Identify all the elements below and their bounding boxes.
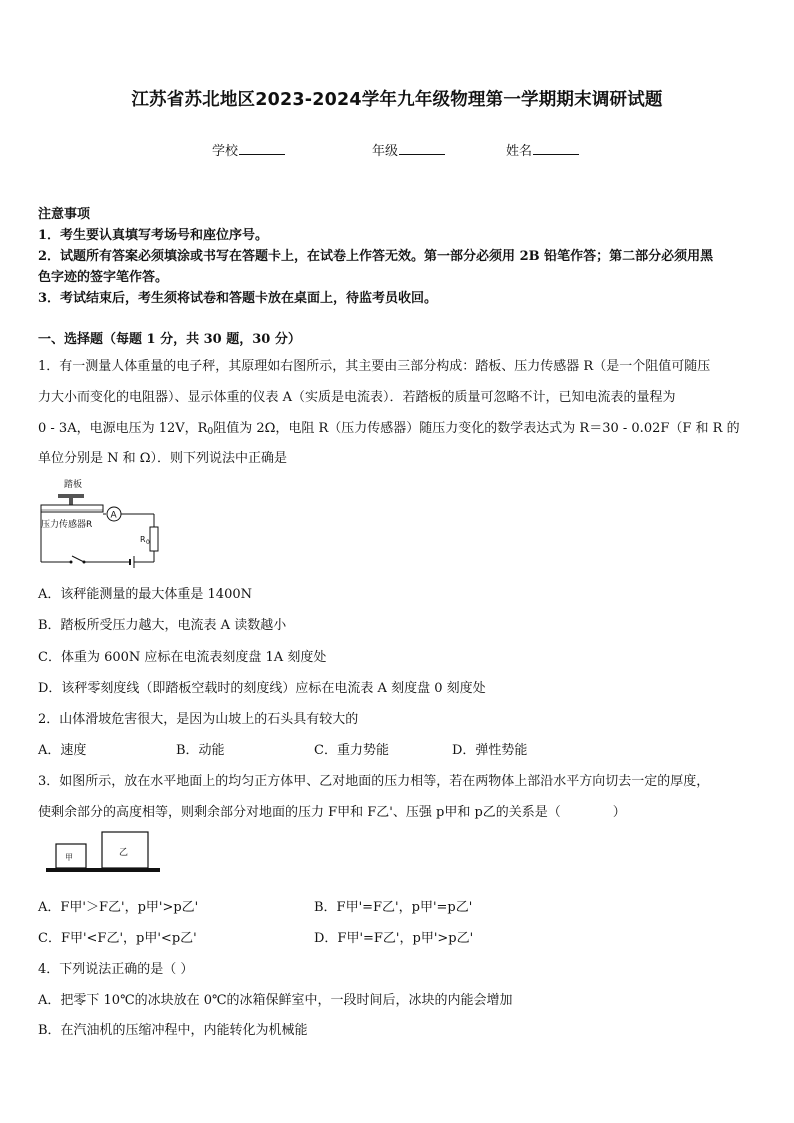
q1-line-2: 力大小而变化的电阻器）、显示体重的仪表 A（实质是电流表）．若踏板的质量可忽略不计，已知电流表的量程为	[38, 390, 676, 405]
q1-option-b[interactable]: B．踏板所受压力越大，电流表 A 读数越小	[38, 618, 287, 633]
q4-option-b[interactable]: B．在汽油机的压缩冲程中，内能转化为机械能	[38, 1023, 308, 1038]
school-label: 学校	[212, 144, 239, 159]
q2-option-d[interactable]: D．弹性势能	[452, 743, 528, 758]
resistor-label: R	[140, 535, 146, 544]
q2-option-c[interactable]: C．重力势能	[314, 743, 389, 758]
notice-heading: 注意事项	[38, 207, 91, 222]
q2-option-b[interactable]: B．动能	[176, 743, 225, 758]
q1-circuit-figure	[38, 474, 166, 570]
grade-blank[interactable]	[399, 142, 445, 155]
ammeter-label: A	[110, 510, 117, 521]
q2-option-a[interactable]: A．速度	[38, 743, 87, 758]
pedal-stem	[69, 498, 73, 505]
q4-stem: 4．下列说法正确的是（ ）	[38, 962, 194, 977]
notice-item-2: 2．试题所有答案必须填涂或书写在答题卡上，在试卷上作答无效。第一部分必须用 2B 铅笔作答；第二部分必须用黑	[38, 249, 714, 264]
resistor-r0-symbol	[150, 527, 158, 551]
grade-label: 年级	[372, 144, 399, 159]
notice-item-3: 3．考试结束后，考生须将试卷和答题卡放在桌面上，待监考员收回。	[38, 291, 438, 306]
q1-line-3: 0 - 3A，电源电压为 12V，$R_0$阻值为 2Ω，电阻 R（压力传感器）随压力变化的数学表达式为 R＝30 - 0.02F（F 和 R 的	[38, 421, 740, 437]
sensor-box	[41, 505, 103, 512]
q3-option-b[interactable]: B．F甲'=F乙'，p甲'=p乙'	[314, 900, 473, 915]
q3-line-1: 3．如图所示，放在水平地面上的均匀正方体甲、乙对地面的压力相等，若在两物体上部沿水平方向切去一定的厚度，	[38, 774, 710, 789]
q2-stem: 2．山体滑坡危害很大，是因为山坡上的石头具有较大的	[38, 712, 359, 727]
school-blank[interactable]	[239, 142, 285, 155]
ground-surface	[46, 868, 160, 872]
r0-subscript: 0	[207, 427, 214, 437]
section-heading: 一、选择题（每题 1 分，共 30 题，30 分）	[38, 332, 301, 347]
switch-lever	[72, 556, 84, 562]
notice-item-2-cont: 色字迹的签字笔作答。	[38, 270, 169, 285]
q1-line-1: 1．有一测量人体重量的电子秤，其原理如右图所示，其主要由三部分构成：踏板、压力传感器 R（是一个阻值可随压	[38, 359, 711, 374]
page-title: 江苏省苏北地区2023-2024学年九年级物理第一学期期末调研试题	[131, 90, 663, 110]
pedal-label: 踏板	[64, 480, 83, 490]
block-jia-label: 甲	[65, 853, 73, 862]
q1-option-d[interactable]: D．该秤零刻度线（即踏板空载时的刻度线）应标在电流表 A 刻度盘 0 刻度处	[38, 681, 486, 696]
name-blank[interactable]	[533, 142, 579, 155]
q1-option-a[interactable]: A．该秤能测量的最大体重是 1400N	[38, 587, 252, 602]
q3-option-c[interactable]: C．F甲'<F乙'，p甲'<p乙'	[38, 931, 197, 946]
name-label: 姓名	[506, 144, 533, 159]
pedal-plate	[58, 494, 84, 498]
name-field	[506, 140, 579, 159]
q3-option-d[interactable]: D．F甲'=F乙'，p甲'>p乙'	[314, 931, 474, 946]
q4-option-a[interactable]: A．把零下 10℃的冰块放在 0℃的冰箱保鲜室中，一段时间后，冰块的内能会增加	[38, 993, 513, 1008]
grade-field	[372, 140, 445, 159]
resistor-subscript: 0	[146, 539, 150, 546]
q3-line-2: 使剩余部分的高度相等，则剩余部分对地面的压力 F甲和 F乙'、压强 p甲和 p乙的关系是（ ）	[38, 805, 626, 820]
block-yi-label: 乙	[119, 848, 129, 858]
q1-option-c[interactable]: C．体重为 600N 应标在电流表刻度盘 1A 刻度处	[38, 650, 327, 665]
school-field	[212, 140, 285, 159]
sensor-label: 压力传感器R	[41, 520, 93, 530]
q3-option-a[interactable]: A．F甲'＞F乙'，p甲'>p乙'	[38, 900, 199, 915]
q3-blocks-figure	[44, 826, 164, 874]
q1-line-4: 单位分别是 N 和 Ω）．则下列说法中正确是	[38, 451, 288, 466]
notice-item-1: 1．考生要认真填写考场号和座位序号。	[38, 228, 269, 243]
